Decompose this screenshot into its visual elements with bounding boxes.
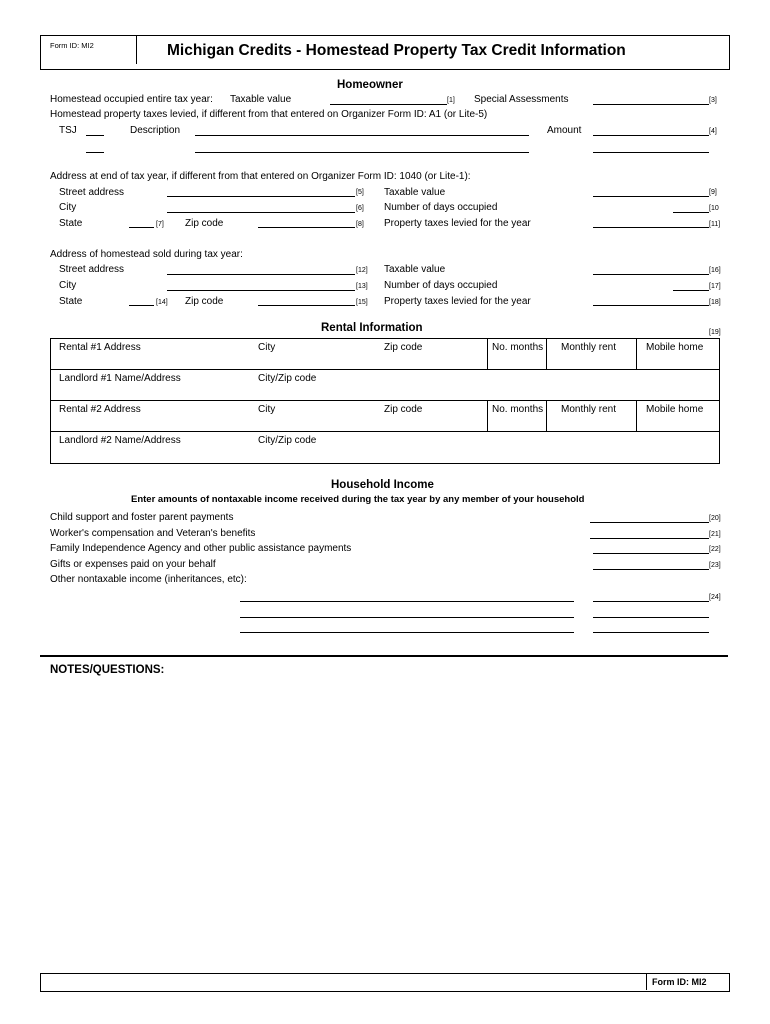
sold-days-label: Number of days occupied <box>384 280 498 291</box>
taxable-value-label: Taxable value <box>230 94 292 105</box>
amount-field-2[interactable] <box>593 152 709 153</box>
end-days-field[interactable] <box>673 212 709 213</box>
other-income-desc-1[interactable] <box>240 601 574 602</box>
address-sold-heading: Address of homestead sold during tax year: <box>50 249 243 260</box>
income-field-20[interactable] <box>590 522 709 523</box>
income-field-22[interactable] <box>593 553 709 554</box>
rental-row-divider-3 <box>51 431 719 432</box>
homeowner-heading: Homeowner <box>337 79 403 91</box>
end-street-label: Street address <box>59 187 125 198</box>
ref-20: [20] <box>709 515 721 522</box>
description-field-1[interactable] <box>195 135 529 136</box>
sold-zip-field[interactable] <box>258 305 355 306</box>
household-subheading: Enter amounts of nontaxable income received during the tax year by any member of your household <box>131 494 585 505</box>
sold-taxes-field[interactable] <box>593 305 709 306</box>
ref-8: [8] <box>356 221 364 228</box>
ref-24: [24] <box>709 594 721 601</box>
rental-col-divider-2a <box>487 401 488 431</box>
end-zip-label: Zip code <box>185 218 224 229</box>
sold-state-field[interactable] <box>129 305 154 306</box>
sold-street-label: Street address <box>59 264 125 275</box>
end-zip-field[interactable] <box>258 227 355 228</box>
end-city-field[interactable] <box>167 212 355 213</box>
sold-taxable-value-label: Taxable value <box>384 264 446 275</box>
rental2-rent-label[interactable]: Monthly rent <box>561 404 617 415</box>
footer-form-id: Form ID: MI2 <box>646 973 728 990</box>
tsj-label: TSJ <box>59 125 77 136</box>
other-income-amount-3[interactable] <box>593 632 709 633</box>
description-label: Description <box>130 125 181 136</box>
end-taxable-value-field[interactable] <box>593 196 709 197</box>
sold-days-field[interactable] <box>673 290 709 291</box>
sold-zip-label: Zip code <box>185 296 224 307</box>
income-item-label: Family Independence Agency and other public assistance payments <box>50 543 352 554</box>
rental2-months-label[interactable]: No. months <box>492 404 544 415</box>
rental2-address-label[interactable]: Rental #2 Address <box>59 404 141 415</box>
rental1-mobile-label[interactable]: Mobile home <box>646 342 704 353</box>
rental1-city-label[interactable]: City <box>258 342 276 353</box>
landlord2-name-label[interactable]: Landlord #2 Name/Address <box>59 435 181 446</box>
ref-4: [4] <box>709 128 717 135</box>
ref-1: [1] <box>447 97 455 104</box>
rental-col-divider-1a <box>487 339 488 369</box>
notes-divider <box>40 655 728 657</box>
property-taxes-label: Homestead property taxes levied, if different from that entered on Organizer Form ID: A1 (or Lite-5) <box>50 109 488 120</box>
description-field-2[interactable] <box>195 152 529 153</box>
ref-7: [7] <box>156 221 164 228</box>
rental-col-divider-1c <box>636 339 637 369</box>
ref-12: [12] <box>356 267 368 274</box>
rental1-zip-label[interactable]: Zip code <box>384 342 423 353</box>
income-field-21[interactable] <box>590 538 709 539</box>
tsj-field-2[interactable] <box>86 152 104 153</box>
taxable-value-field[interactable] <box>330 104 447 105</box>
other-income-amount-2[interactable] <box>593 617 709 618</box>
other-income-desc-3[interactable] <box>240 632 574 633</box>
income-item-label: Child support and foster parent payments <box>50 512 234 523</box>
end-taxes-label: Property taxes levied for the year <box>384 218 531 229</box>
notes-area[interactable] <box>40 690 728 960</box>
sold-street-field[interactable] <box>167 274 355 275</box>
ref-9: [9] <box>709 189 717 196</box>
sold-taxes-label: Property taxes levied for the year <box>384 296 531 307</box>
notes-label: NOTES/QUESTIONS: <box>50 664 165 676</box>
end-city-label: City <box>59 202 77 213</box>
ref-11: [11] <box>709 221 721 228</box>
landlord1-name-label[interactable]: Landlord #1 Name/Address <box>59 373 181 384</box>
other-income-label: Other nontaxable income (inheritances, etc): <box>50 574 247 585</box>
sold-city-label: City <box>59 280 77 291</box>
ref-6: [6] <box>356 205 364 212</box>
household-heading: Household Income <box>331 479 434 491</box>
ref-23: [23] <box>709 562 721 569</box>
ref-3: [3] <box>709 97 717 104</box>
ref-18: [18] <box>709 299 721 306</box>
other-income-desc-2[interactable] <box>240 617 574 618</box>
rental-row-divider-2 <box>51 400 719 401</box>
form-id-label: Form ID: MI2 <box>50 41 94 50</box>
ref-13: [13] <box>356 283 368 290</box>
rental-col-divider-2c <box>636 401 637 431</box>
rental-col-divider-1b <box>546 339 547 369</box>
end-street-field[interactable] <box>167 196 355 197</box>
page-title: Michigan Credits - Homestead Property Tax Credit Information <box>167 42 626 59</box>
ref-19: [19] <box>709 329 721 336</box>
amount-field-1[interactable] <box>593 135 709 136</box>
income-item-label: Worker's compensation and Veteran's benefits <box>50 528 256 539</box>
landlord1-cityzip-label[interactable]: City/Zip code <box>258 373 317 384</box>
rental2-city-label[interactable]: City <box>258 404 276 415</box>
end-state-field[interactable] <box>129 227 154 228</box>
rental-col-divider-2b <box>546 401 547 431</box>
tsj-field-1[interactable] <box>86 135 104 136</box>
ref-10: [10 <box>709 205 719 212</box>
other-income-amount-1[interactable] <box>593 601 709 602</box>
footer-box <box>40 973 730 992</box>
rental1-months-label[interactable]: No. months <box>492 342 544 353</box>
special-assessments-field[interactable] <box>593 104 709 105</box>
occupied-label: Homestead occupied entire tax year: <box>50 94 213 105</box>
sold-city-field[interactable] <box>167 290 355 291</box>
rental1-address-label[interactable]: Rental #1 Address <box>59 342 141 353</box>
ref-14: [14] <box>156 299 168 306</box>
end-state-label: State <box>59 218 83 229</box>
landlord2-cityzip-label[interactable]: City/Zip code <box>258 435 317 446</box>
income-item-label: Gifts or expenses paid on your behalf <box>50 559 216 570</box>
rental-row-divider-1 <box>51 369 719 370</box>
ref-21: [21] <box>709 531 721 538</box>
rental2-mobile-label[interactable]: Mobile home <box>646 404 704 415</box>
end-days-label: Number of days occupied <box>384 202 498 213</box>
ref-16: [16] <box>709 267 721 274</box>
sold-taxable-value-field[interactable] <box>593 274 709 275</box>
ref-15: [15] <box>356 299 368 306</box>
amount-label: Amount <box>547 125 582 136</box>
end-taxable-value-label: Taxable value <box>384 187 446 198</box>
rental1-rent-label[interactable]: Monthly rent <box>561 342 617 353</box>
rental2-zip-label[interactable]: Zip code <box>384 404 423 415</box>
special-assessments-label: Special Assessments <box>474 94 569 105</box>
ref-17: [17] <box>709 283 721 290</box>
income-field-23[interactable] <box>593 569 709 570</box>
sold-state-label: State <box>59 296 83 307</box>
end-taxes-field[interactable] <box>593 227 709 228</box>
rental-heading: Rental Information <box>321 322 423 334</box>
ref-5: [5] <box>356 189 364 196</box>
ref-22: [22] <box>709 546 721 553</box>
address-end-heading: Address at end of tax year, if different from that entered on Organizer Form ID: 1040 (or Lite-1): <box>50 171 471 182</box>
